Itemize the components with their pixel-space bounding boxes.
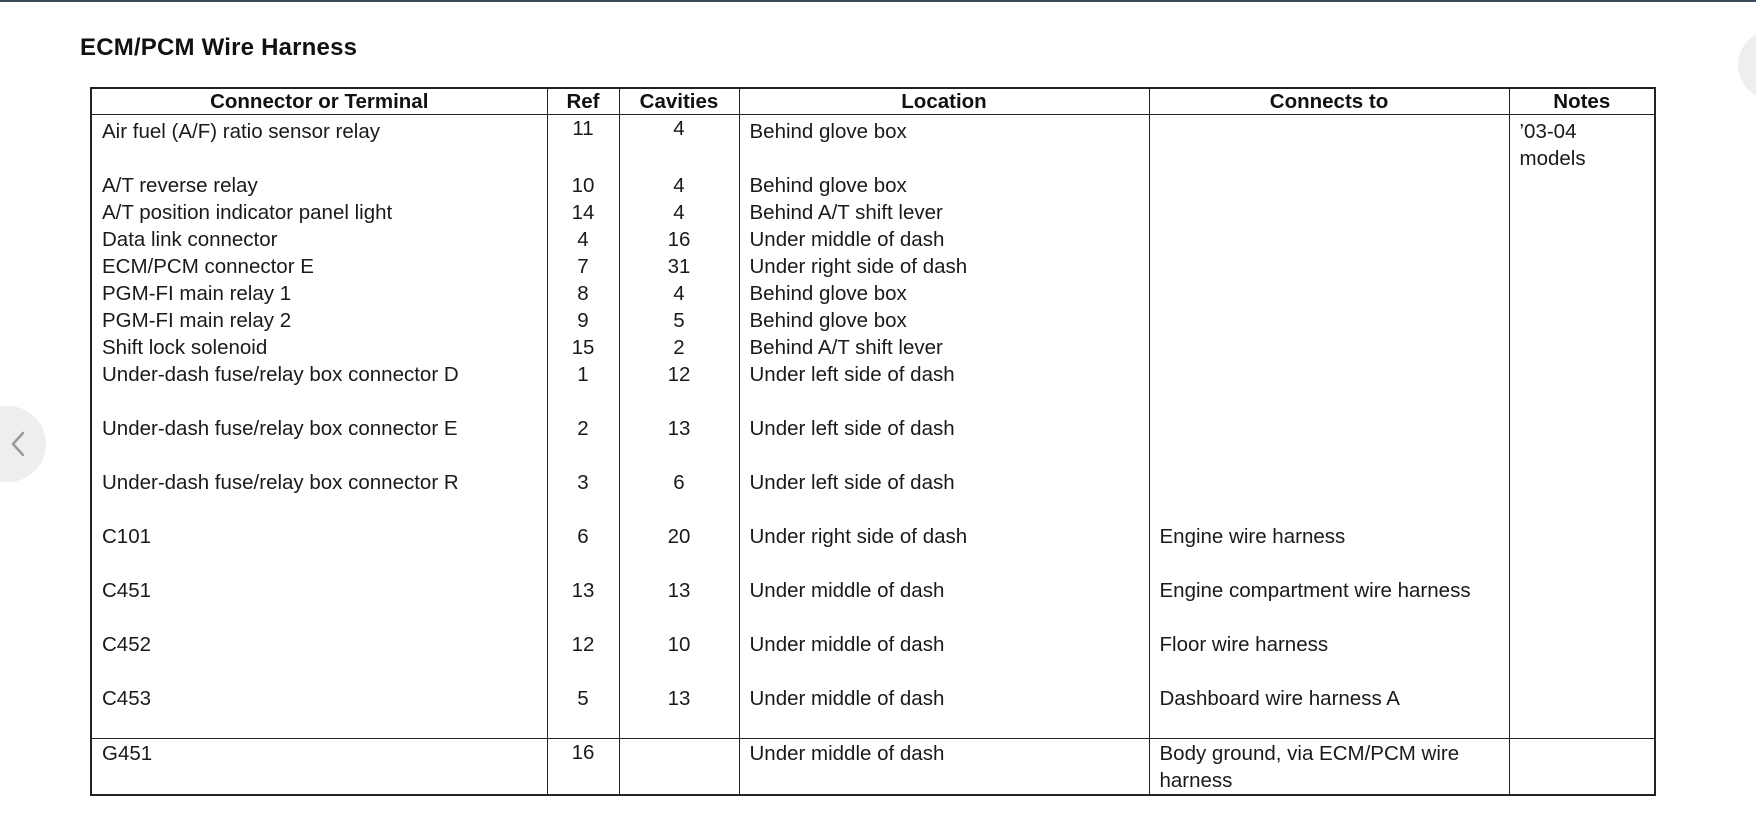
- cell-cavities: 4: [619, 199, 739, 226]
- page-title: ECM/PCM Wire Harness: [80, 34, 358, 61]
- cell-location: Under right side of dash: [739, 253, 1149, 280]
- header-cavities: Cavities: [619, 88, 739, 115]
- header-location: Location: [739, 88, 1149, 115]
- table-row: [91, 415, 1655, 469]
- table-row: [91, 226, 1655, 253]
- cell-ref: 3: [547, 469, 619, 523]
- cell-cavities: 13: [619, 577, 739, 631]
- cell-location: Under left side of dash: [739, 469, 1149, 523]
- cell-ref: 10: [547, 172, 619, 199]
- table-row: [91, 523, 1655, 577]
- table-row: [91, 577, 1655, 631]
- cell-ref: 9: [547, 307, 619, 334]
- cell-notes: [1509, 739, 1655, 796]
- cell-connector: ECM/PCM connector E: [91, 253, 547, 280]
- cell-connector: C452: [91, 631, 547, 685]
- header-notes: Notes: [1509, 88, 1655, 115]
- cell-notes: [1509, 334, 1655, 361]
- cell-location: Under middle of dash: [739, 631, 1149, 685]
- cell-location: Behind glove box: [739, 280, 1149, 307]
- header-connector: Connector or Terminal: [91, 88, 547, 115]
- table-row: [91, 631, 1655, 685]
- cell-ref: 13: [547, 577, 619, 631]
- cell-ref: 15: [547, 334, 619, 361]
- header-ref: Ref: [547, 88, 619, 115]
- chevron-left-icon: [10, 430, 26, 458]
- cell-location: Under left side of dash: [739, 415, 1149, 469]
- cell-notes: [1509, 226, 1655, 253]
- cell-connects-to: [1149, 253, 1509, 280]
- cell-connector: A/T position indicator panel light: [91, 199, 547, 226]
- cell-cavities: 4: [619, 115, 739, 173]
- cell-cavities: 16: [619, 226, 739, 253]
- cell-cavities: 20: [619, 523, 739, 577]
- cell-ref: 4: [547, 226, 619, 253]
- cell-ref: 5: [547, 685, 619, 739]
- cell-cavities: 4: [619, 280, 739, 307]
- next-page-button[interactable]: [1738, 30, 1756, 100]
- table-row: [91, 469, 1655, 523]
- cell-location: Under middle of dash: [739, 577, 1149, 631]
- cell-notes: [1509, 415, 1655, 469]
- cell-connector: Air fuel (A/F) ratio sensor relay: [91, 115, 547, 173]
- cell-connects-to: [1149, 469, 1509, 523]
- header-connects-to: Connects to: [1149, 88, 1509, 115]
- cell-connects-to: [1149, 172, 1509, 199]
- cell-cavities: 5: [619, 307, 739, 334]
- cell-location: Under middle of dash: [739, 685, 1149, 739]
- table-header-row: [91, 88, 1655, 115]
- cell-notes: [1509, 253, 1655, 280]
- cell-cavities: 13: [619, 415, 739, 469]
- cell-ref: 11: [547, 115, 619, 173]
- cell-ref: 7: [547, 253, 619, 280]
- table-row: [91, 115, 1655, 173]
- cell-connects-to: [1149, 199, 1509, 226]
- previous-page-button[interactable]: [0, 406, 46, 482]
- cell-ref: 8: [547, 280, 619, 307]
- cell-ref: 12: [547, 631, 619, 685]
- cell-notes: [1509, 361, 1655, 415]
- cell-connects-to: [1149, 334, 1509, 361]
- cell-ref: 1: [547, 361, 619, 415]
- table-row: [91, 280, 1655, 307]
- cell-connector: Data link connector: [91, 226, 547, 253]
- table-row: [91, 334, 1655, 361]
- cell-location: Under middle of dash: [739, 226, 1149, 253]
- table-row: [91, 739, 1655, 796]
- cell-cavities: [619, 739, 739, 796]
- table-row: [91, 172, 1655, 199]
- cell-notes: [1509, 280, 1655, 307]
- cell-notes: [1509, 685, 1655, 739]
- cell-connector: Under-dash fuse/relay box connector E: [91, 415, 547, 469]
- cell-connector: PGM-FI main relay 2: [91, 307, 547, 334]
- cell-connector: C451: [91, 577, 547, 631]
- cell-connector: C101: [91, 523, 547, 577]
- cell-connects-to: [1149, 226, 1509, 253]
- cell-connects-to: [1149, 115, 1509, 173]
- cell-cavities: 31: [619, 253, 739, 280]
- cell-connector: Shift lock solenoid: [91, 334, 547, 361]
- cell-connector: Under-dash fuse/relay box connector D: [91, 361, 547, 415]
- cell-connects-to: [1149, 415, 1509, 469]
- cell-notes: [1509, 199, 1655, 226]
- cell-connects-to: [1149, 361, 1509, 415]
- cell-location: Behind glove box: [739, 307, 1149, 334]
- cell-connector: G451: [91, 739, 547, 796]
- cell-ref: 16: [547, 739, 619, 796]
- table-row: [91, 253, 1655, 280]
- table-row: [91, 361, 1655, 415]
- top-border: [0, 0, 1756, 2]
- harness-table: [90, 87, 1656, 796]
- cell-connector: A/T reverse relay: [91, 172, 547, 199]
- cell-notes: ’03-04 models: [1509, 115, 1655, 173]
- cell-location: Behind glove box: [739, 172, 1149, 199]
- cell-location: Behind glove box: [739, 115, 1149, 173]
- cell-notes: [1509, 523, 1655, 577]
- cell-ref: 14: [547, 199, 619, 226]
- cell-location: Behind A/T shift lever: [739, 199, 1149, 226]
- cell-connector: PGM-FI main relay 1: [91, 280, 547, 307]
- cell-cavities: 12: [619, 361, 739, 415]
- cell-connects-to: Dashboard wire harness A: [1149, 685, 1509, 739]
- cell-ref: 2: [547, 415, 619, 469]
- table-row: [91, 199, 1655, 226]
- cell-connects-to: Engine wire harness: [1149, 523, 1509, 577]
- cell-location: Under middle of dash: [739, 739, 1149, 796]
- cell-connects-to: Body ground, via ECM/PCM wire harness: [1149, 739, 1509, 796]
- cell-connects-to: [1149, 307, 1509, 334]
- table-row: [91, 685, 1655, 739]
- table-row: [91, 307, 1655, 334]
- cell-location: Under right side of dash: [739, 523, 1149, 577]
- cell-connects-to: [1149, 280, 1509, 307]
- cell-cavities: 13: [619, 685, 739, 739]
- cell-connector: Under-dash fuse/relay box connector R: [91, 469, 547, 523]
- cell-notes: [1509, 307, 1655, 334]
- cell-connects-to: Engine compartment wire harness: [1149, 577, 1509, 631]
- cell-connects-to: Floor wire harness: [1149, 631, 1509, 685]
- cell-notes: [1509, 577, 1655, 631]
- cell-notes: [1509, 172, 1655, 199]
- cell-location: Behind A/T shift lever: [739, 334, 1149, 361]
- cell-cavities: 6: [619, 469, 739, 523]
- cell-notes: [1509, 469, 1655, 523]
- cell-ref: 6: [547, 523, 619, 577]
- cell-cavities: 2: [619, 334, 739, 361]
- cell-connector: C453: [91, 685, 547, 739]
- cell-cavities: 10: [619, 631, 739, 685]
- cell-location: Under left side of dash: [739, 361, 1149, 415]
- cell-cavities: 4: [619, 172, 739, 199]
- cell-notes: [1509, 631, 1655, 685]
